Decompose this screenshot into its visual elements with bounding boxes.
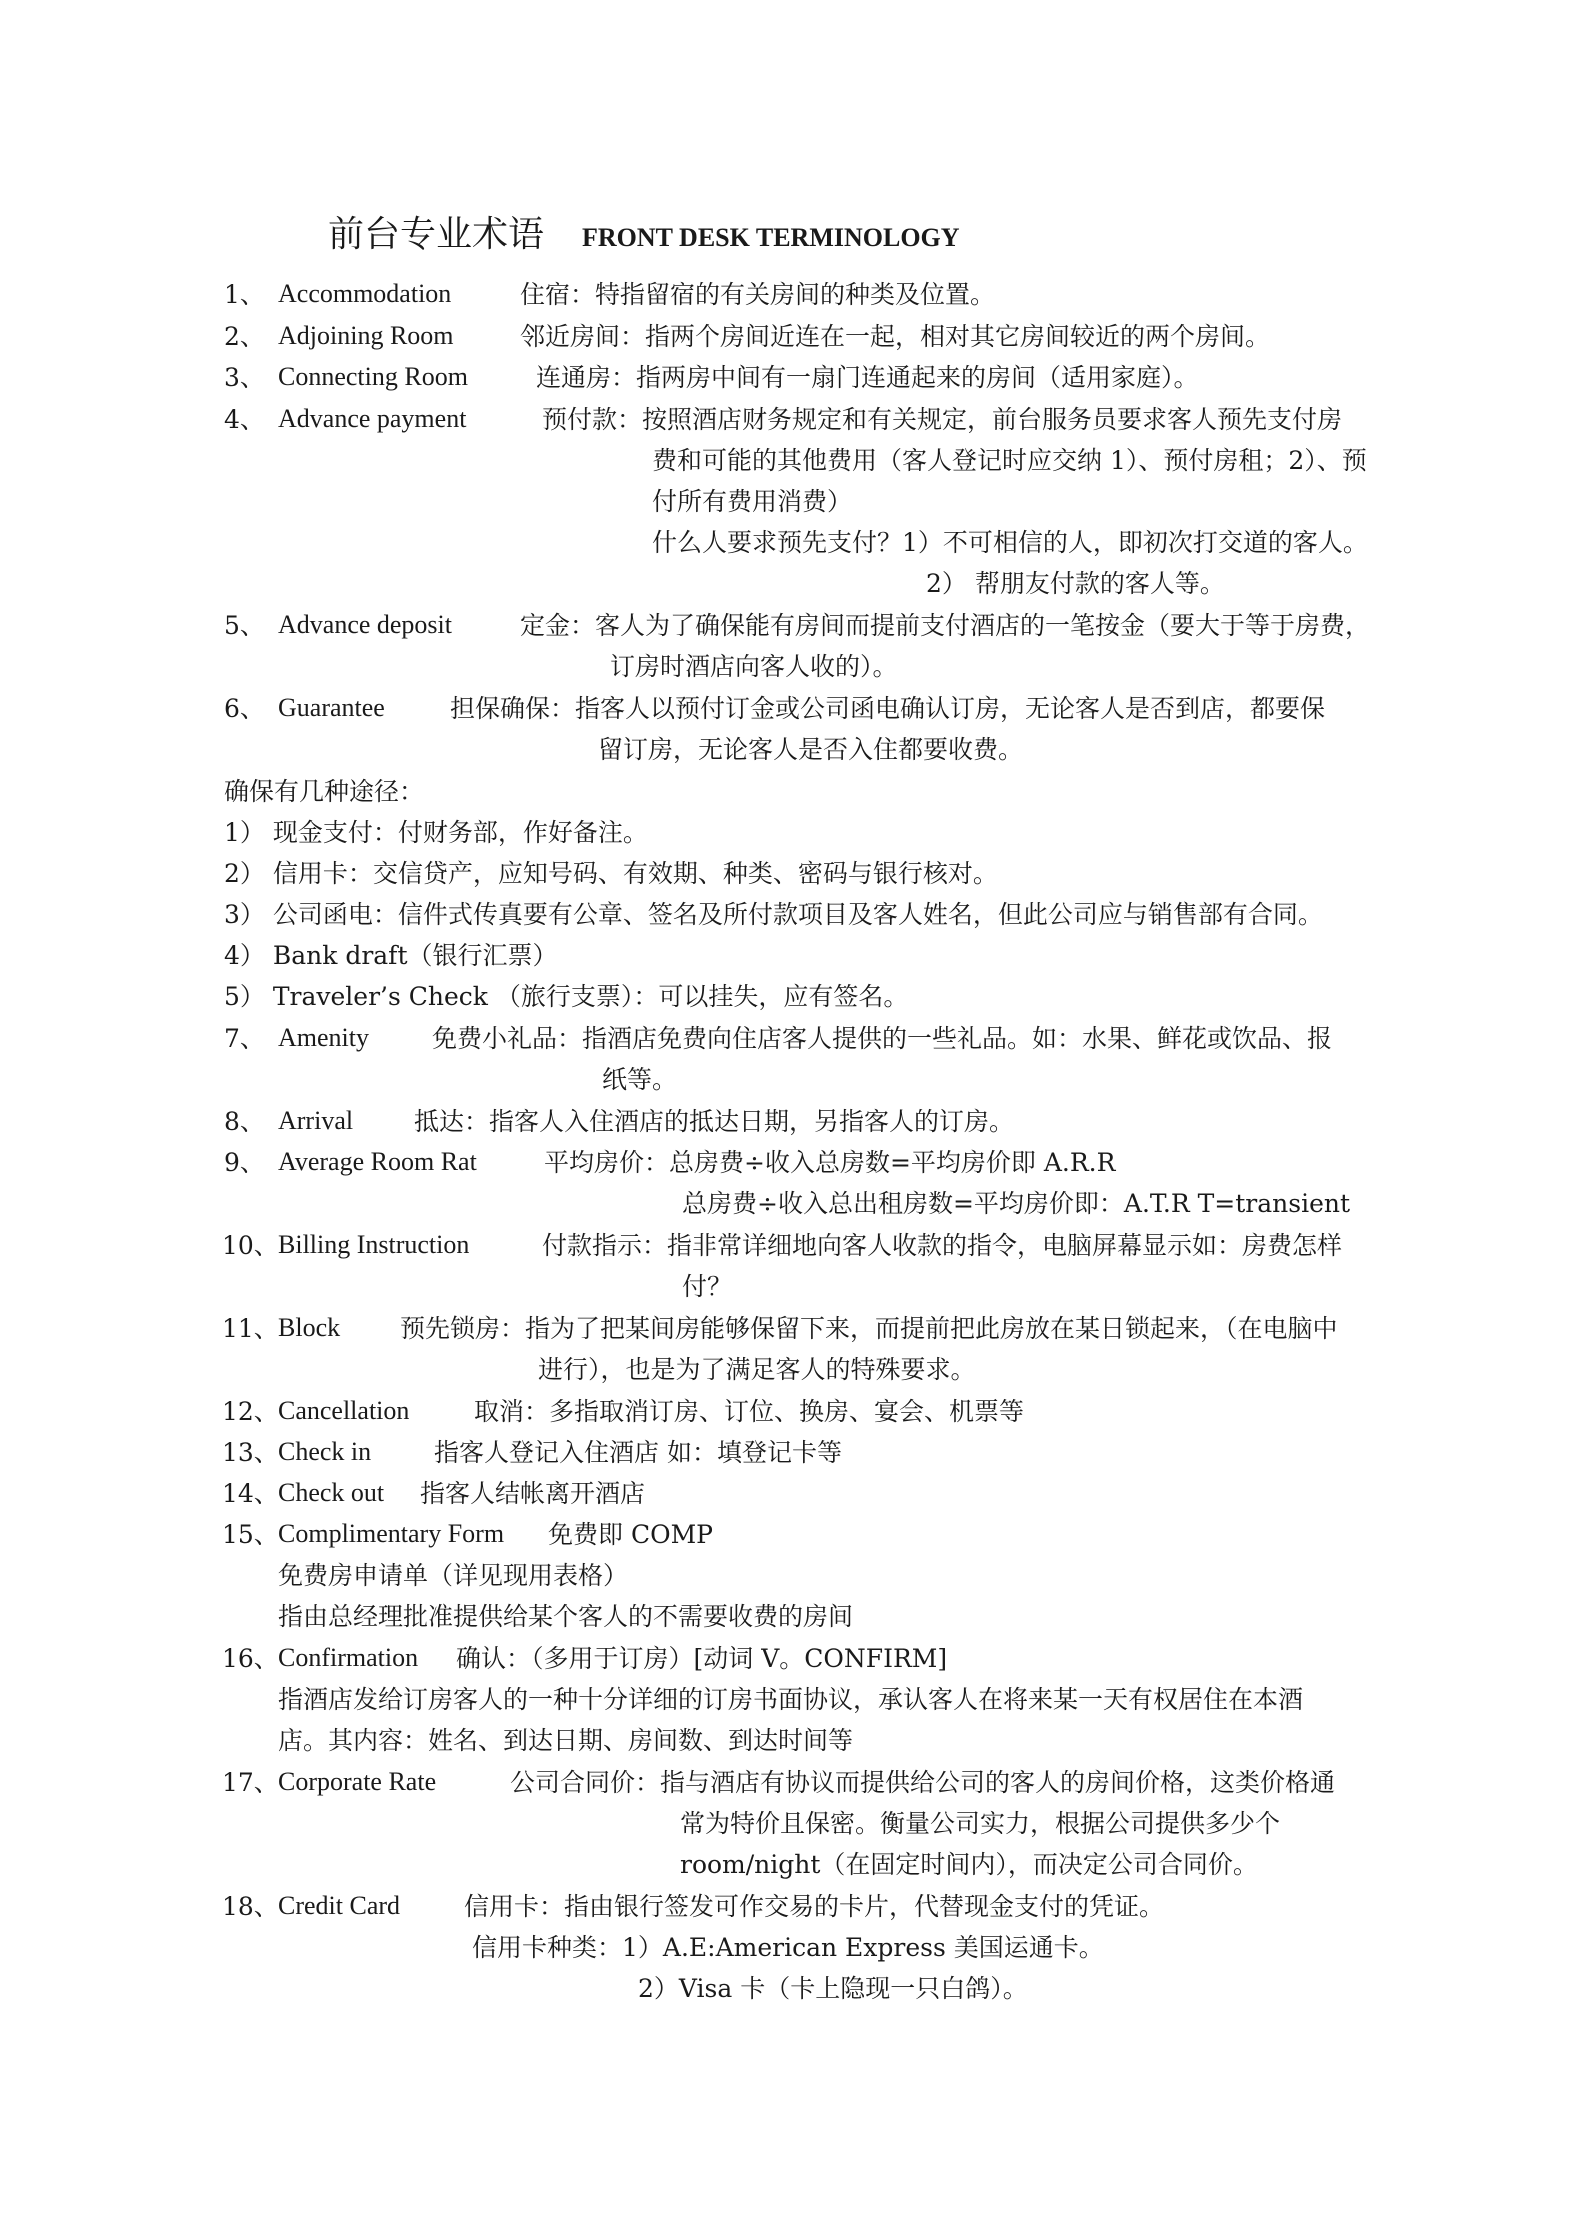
definition-continuation: 店。其内容：姓名、到达日期、房间数、到达时间等 — [278, 1726, 854, 1755]
term-english: Billing Instruction — [278, 1230, 470, 1259]
entry-number: 8、 — [224, 1107, 265, 1136]
entry-number: 16、 — [222, 1644, 279, 1673]
definition-continuation: 订房时酒店向客人收的）。 — [610, 652, 898, 681]
entry-number: 7、 — [224, 1024, 265, 1053]
section-heading: 确保有几种途径： — [224, 777, 425, 806]
term-definition: 信用卡：指由银行签发可作交易的卡片，代替现金支付的凭证。 — [464, 1892, 1165, 1921]
definition-continuation: 付所有费用消费） — [652, 487, 853, 516]
title-chinese: 前台专业术语 — [328, 214, 545, 255]
entry-number: 13、 — [222, 1438, 279, 1467]
term-english: Guarantee — [278, 693, 385, 722]
definition-continuation: 免费房申请单（详见现用表格） — [278, 1561, 629, 1590]
entry-number: 12、 — [222, 1397, 279, 1426]
entry-number: 11、 — [222, 1314, 279, 1343]
entry-number: 10、 — [222, 1231, 279, 1260]
definition-continuation: 常为特价且保密。衡量公司实力，根据公司提供多少个 — [680, 1809, 1281, 1838]
term-definition: 免费即 COMP — [548, 1520, 713, 1549]
term-english: Cancellation — [278, 1396, 410, 1425]
list-item: 5） Traveler’s Check （旅行支票）：可以挂失，应有签名。 — [224, 982, 909, 1011]
term-english: Check out — [278, 1478, 385, 1507]
term-english: Average Room Rat — [278, 1147, 477, 1176]
entry-number: 17、 — [222, 1768, 279, 1797]
definition-continuation: room/night（在固定时间内），而决定公司合同价。 — [680, 1850, 1258, 1879]
term-english: Arrival — [278, 1106, 354, 1135]
term-definition: 抵达：指客人入住酒店的抵达日期，另指客人的订房。 — [414, 1107, 1015, 1136]
term-definition: 邻近房间：指两个房间近连在一起，相对其它房间较近的两个房间。 — [520, 322, 1271, 351]
term-definition: 指客人登记入住酒店 如：填登记卡等 — [434, 1438, 842, 1467]
term-english: Connecting Room — [278, 362, 468, 391]
term-definition: 定金：客人为了确保能有房间而提前支付酒店的一笔按金（要大于等于房费， — [520, 611, 1371, 640]
entry-number: 18、 — [222, 1892, 279, 1921]
term-definition: 预付款：按照酒店财务规定和有关规定，前台服务员要求客人预先支付房 — [542, 405, 1343, 434]
definition-continuation: 总房费÷收入总出租房数=平均房价即：A.T.R T=transient — [682, 1189, 1351, 1218]
entry-number: 5、 — [224, 611, 265, 640]
list-item: 3） 公司函电：信件式传真要有公章、签名及所付款项目及客人姓名，但此公司应与销售部有合同。 — [224, 900, 1323, 929]
entry-number: 9、 — [224, 1148, 265, 1177]
term-english: Amenity — [278, 1023, 369, 1052]
term-definition: 免费小礼品：指酒店免费向住店客人提供的一些礼品。如：水果、鲜花或饮品、报 — [432, 1024, 1333, 1053]
term-definition: 住宿：特指留宿的有关房间的种类及位置。 — [520, 280, 996, 309]
title-english: FRONT DESK TERMINOLOGY — [582, 223, 960, 252]
term-definition: 指客人结帐离开酒店 — [420, 1479, 646, 1508]
term-definition: 平均房价：总房费÷收入总房数=平均房价即 A.R.R — [544, 1148, 1116, 1177]
term-english: Accommodation — [278, 279, 452, 308]
term-english: Confirmation — [278, 1643, 419, 1672]
definition-continuation: 什么人要求预先支付？1）不可相信的人，即初次打交道的客人。 — [652, 528, 1368, 557]
definition-continuation: 指由总经理批准提供给某个客人的不需要收费的房间 — [278, 1602, 854, 1631]
entry-number: 15、 — [222, 1520, 279, 1549]
term-english: Complimentary Form — [278, 1519, 505, 1548]
term-definition: 取消：多指取消订房、订位、换房、宴会、机票等 — [474, 1397, 1025, 1426]
term-english: Advance payment — [278, 404, 467, 433]
term-definition: 预先锁房：指为了把某间房能够保留下来，而提前把此房放在某日锁起来，（在电脑中 — [400, 1314, 1338, 1343]
entry-number: 1、 — [224, 280, 265, 309]
entry-number: 3、 — [224, 363, 265, 392]
term-english: Adjoining Room — [278, 321, 454, 350]
definition-continuation: 留订房，无论客人是否入住都要收费。 — [598, 735, 1024, 764]
term-definition: 担保确保：指客人以预付订金或公司函电确认订房，无论客人是否到店，都要保 — [450, 694, 1326, 723]
term-english: Credit Card — [278, 1891, 401, 1920]
definition-continuation: 2）Visa 卡（卡上隐现一只白鸽）。 — [638, 1974, 1028, 2003]
entry-number: 2、 — [224, 322, 265, 351]
definition-continuation: 进行），也是为了满足客人的特殊要求。 — [538, 1355, 976, 1384]
term-english: Check in — [278, 1437, 372, 1466]
term-definition: 连通房：指两房中间有一扇门连通起来的房间（适用家庭）。 — [536, 363, 1199, 392]
term-english: Advance deposit — [278, 610, 453, 639]
page-title — [328, 206, 960, 257]
entry-number: 14、 — [222, 1479, 279, 1508]
list-item: 1） 现金支付：付财务部，作好备注。 — [224, 818, 648, 847]
term-entry — [224, 280, 265, 310]
term-english: Block — [278, 1313, 341, 1342]
entry-number: 6、 — [224, 694, 265, 723]
term-english: Corporate Rate — [278, 1767, 437, 1796]
term-definition: 确认：（多用于订房）[动词 V。CONFIRM] — [456, 1644, 948, 1673]
list-item: 4） Bank draft（银行汇票） — [224, 941, 558, 970]
entry-number: 4、 — [224, 405, 265, 434]
definition-continuation: 纸等。 — [602, 1065, 678, 1094]
definition-continuation: 信用卡种类：1）A.E:American Express 美国运通卡。 — [472, 1933, 1104, 1962]
term-definition: 公司合同价：指与酒店有协议而提供给公司的客人的房间价格，这类价格通 — [510, 1768, 1336, 1797]
definition-continuation: 付？ — [682, 1272, 733, 1301]
term-definition: 付款指示：指非常详细地向客人收款的指令，电脑屏幕显示如：房费怎样 — [542, 1231, 1343, 1260]
list-item: 2） 信用卡：交信贷产，应知号码、有效期、种类、密码与银行核对。 — [224, 859, 998, 888]
definition-continuation: 2） 帮朋友付款的客人等。 — [926, 569, 1225, 598]
definition-continuation: 指酒店发给订房客人的一种十分详细的订房书面协议，承认客人在将来某一天有权居住在本酒 — [278, 1685, 1304, 1714]
definition-continuation: 费和可能的其他费用（客人登记时应交纳 1）、预付房租；2）、预 — [652, 446, 1367, 475]
